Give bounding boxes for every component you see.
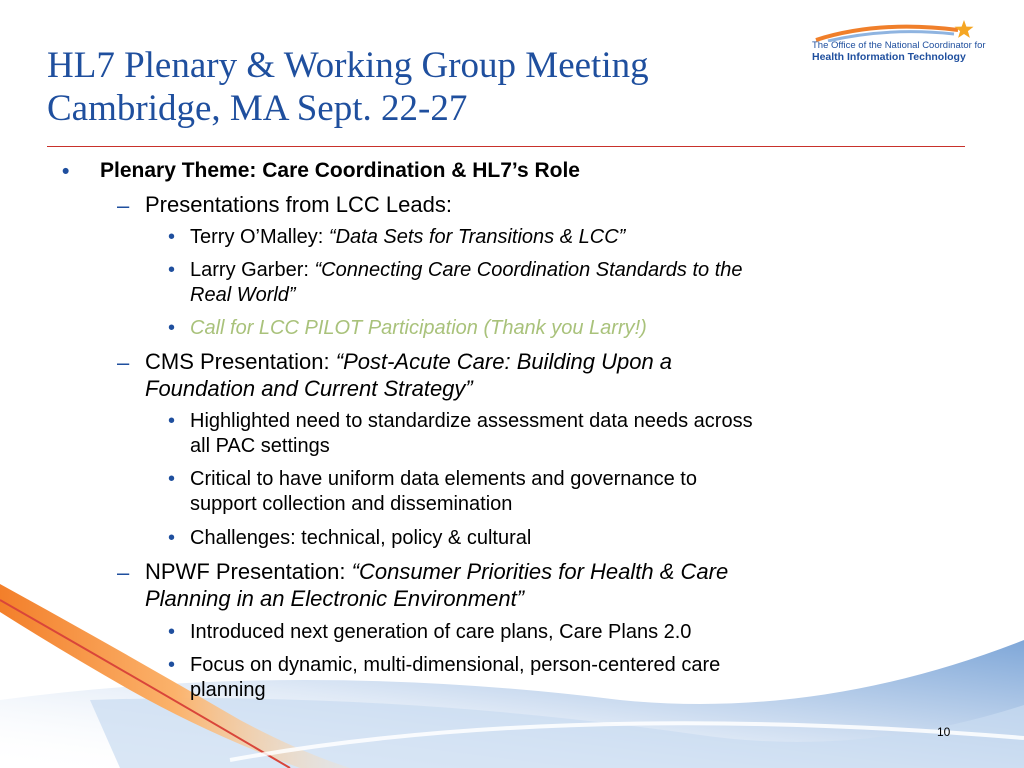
level3-bullet-marker: • [168,468,176,490]
item-larry-garber [190,259,743,282]
slide-title-line-1: HL7 Plenary & Working Group Meeting [47,45,649,86]
level2-dash-marker: – [117,193,130,218]
subbullet-npwf-presentation-continued [145,586,524,612]
item-terry-omalley-name: Terry O’Malley: [190,226,329,248]
logo-star-icon [955,20,974,38]
item-larry-garber-name: Larry Garber: [190,259,315,281]
item-care-plans: Introduced next generation of care plans, Care Plans 2.0 [190,621,692,643]
item-larry-garber-continued [190,284,296,307]
logo-line-2: Health Information Technology [812,51,966,63]
item-lcc-pilot-call: Call for LCC PILOT Participation (Thank you Larry!) [190,317,647,339]
level3-bullet-marker: • [168,527,176,549]
logo-line-1: The Office of the National Coordinator for [812,40,986,51]
item-terry-omalley-title: “Data Sets for Transitions & LCC” [328,226,626,248]
level3-bullet-marker: • [168,226,176,248]
item-uniform-data: Critical to have uniform data elements and governance to [190,468,697,490]
item-larry-garber-title: “Connecting Care Coordination Standards to the [314,259,743,281]
npwf-presentation-title-end: Planning in an Electronic Environment” [145,586,525,611]
item-challenges: Challenges: technical, policy & cultural [190,527,532,549]
cms-presentation-label: CMS Presentation: [145,349,336,374]
npwf-presentation-title: “Consumer Priorities for Health & Care [351,559,729,584]
cms-presentation-title: “Post-Acute Care: Building Upon a [335,349,673,374]
npwf-presentation-label: NPWF Presentation: [145,559,352,584]
slide-title [47,44,649,130]
subbullet-lcc-leads: Presentations from LCC Leads: [145,192,452,217]
item-pac-assessment: Highlighted need to standardize assessment data needs across [190,410,753,432]
bullet-plenary-theme: Plenary Theme: Care Coordination & HL7’s Role [100,159,580,182]
logo-arc-icon [808,18,980,42]
item-terry-omalley [190,226,625,249]
level1-bullet-marker: • [62,160,70,183]
onc-logo [808,18,986,68]
item-larry-garber-title-end: Real World” [190,284,296,306]
item-uniform-data-continued: support collection and dissemination [190,493,513,515]
title-divider [47,146,965,147]
level2-dash-marker: – [117,560,130,585]
item-person-centered: Focus on dynamic, multi-dimensional, person-centered care [190,654,721,676]
level2-dash-marker: – [117,350,130,375]
slide-title-line-2: Cambridge, MA Sept. 22-27 [47,88,468,129]
level3-bullet-marker: • [168,410,176,432]
subbullet-npwf-presentation [145,559,728,585]
level3-bullet-marker: • [168,621,176,643]
cms-presentation-title-end: Foundation and Current Strategy” [145,376,473,401]
subbullet-cms-presentation [145,349,672,375]
level3-bullet-marker: • [168,317,176,339]
subbullet-cms-presentation-continued [145,376,473,402]
page-number: 10 [937,725,951,739]
level3-bullet-marker: • [168,654,176,676]
item-person-centered-continued: planning [190,679,266,701]
item-pac-assessment-continued: all PAC settings [190,435,330,457]
level3-bullet-marker: • [168,259,176,281]
